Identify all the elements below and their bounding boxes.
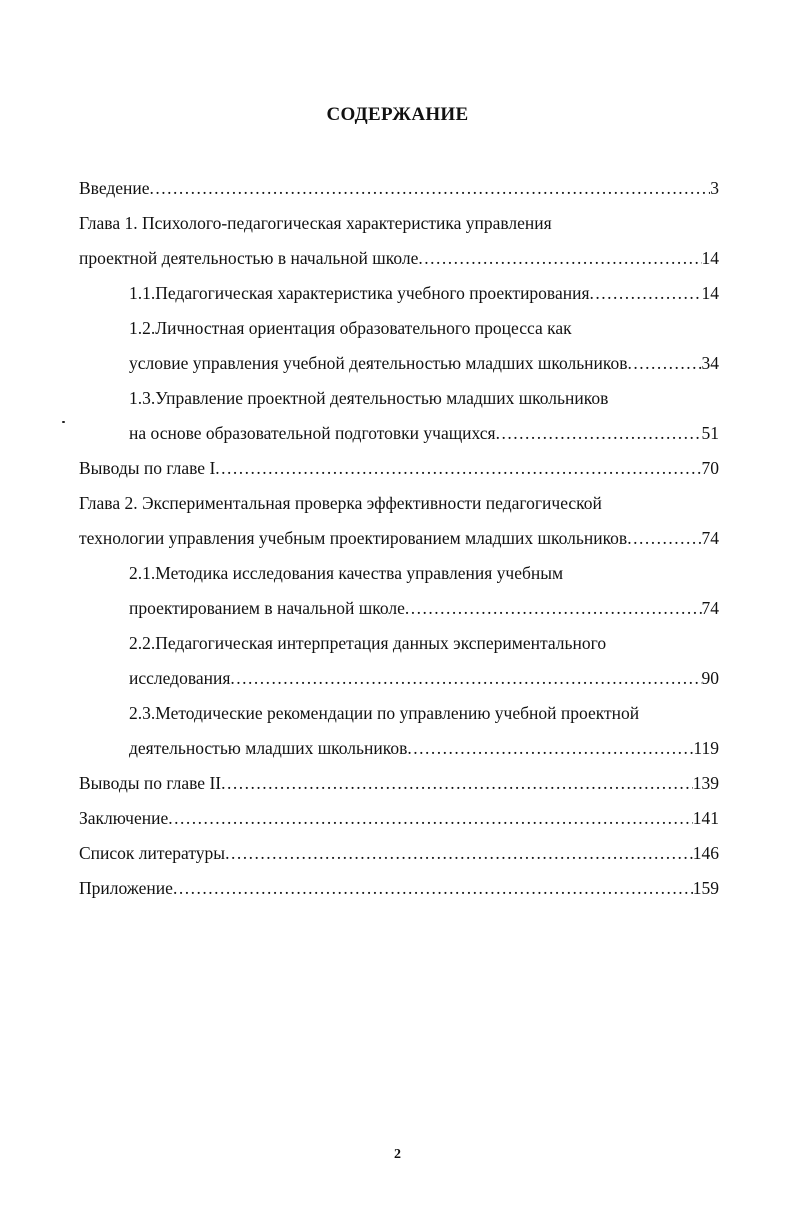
page-number: 2 — [394, 1147, 401, 1162]
toc-entry-text: Глава 2. Экспериментальная проверка эффективности педагогической — [79, 493, 602, 513]
toc-entry-chapter-1-line-1 — [79, 206, 719, 241]
toc-entry-section-2-1-line-1 — [79, 556, 719, 591]
toc-entry-page: 14 — [701, 248, 719, 268]
toc-entry-text: исследования — [129, 668, 231, 688]
toc-entry-text: на основе образовательной подготовки учащихся — [129, 423, 496, 443]
toc-entry-text: Выводы по главе II — [79, 773, 222, 793]
dot-leader — [496, 416, 702, 451]
dot-leader — [628, 346, 702, 381]
toc-entry-page: 51 — [701, 423, 719, 443]
dot-leader — [407, 731, 693, 766]
toc-entry-text: Приложение — [79, 878, 173, 898]
toc-entry-text: деятельностью младших школьников — [129, 738, 408, 758]
toc-entry-page: 90 — [701, 668, 719, 688]
toc-entry-page: 119 — [693, 738, 719, 758]
toc-entry-section-2-2-line-2 — [79, 661, 719, 696]
page-title: СОДЕРЖАНИЕ — [326, 104, 469, 125]
toc-entry-section-1-2-line-1 — [79, 311, 719, 346]
dot-leader — [627, 521, 701, 556]
toc-entry-text: 1.2.Личностная ориентация образовательного процесса как — [129, 318, 572, 338]
toc-entry-text: Заключение — [79, 808, 169, 828]
toc-entry-text: Введение — [79, 178, 150, 198]
toc-entry-appendix — [79, 871, 719, 906]
dot-leader — [230, 661, 701, 696]
dot-leader — [168, 801, 693, 836]
toc-entry-page: 70 — [701, 458, 719, 478]
dot-leader — [173, 871, 693, 906]
toc-entry-text: проектированием в начальной школе — [129, 598, 405, 618]
dot-leader — [150, 171, 711, 206]
toc-entry-chapter-1-line-2 — [79, 241, 719, 276]
toc-entry-page: 146 — [692, 843, 719, 863]
dot-leader — [590, 276, 702, 311]
toc-entry-text: Выводы по главе I — [79, 458, 216, 478]
toc-entry-conclusions-chapter-2 — [79, 766, 719, 801]
toc-entry-text: 2.3.Методические рекомендации по управлению учебной проектной — [129, 703, 640, 723]
toc-entry-section-2-1-line-2 — [79, 591, 719, 626]
toc-entry-text: Глава 1. Психолого-педагогическая характеристика управления — [79, 213, 552, 233]
toc-entry-section-1-3-line-1 — [79, 381, 719, 416]
dot-leader — [221, 766, 693, 801]
toc-entry-page: 141 — [692, 808, 719, 828]
toc-entry-section-1-2-line-2 — [79, 346, 719, 381]
toc-entry-text: 1.1.Педагогическая характеристика учебного проектирования — [129, 283, 590, 303]
dot-leader — [215, 451, 701, 486]
toc-entry-page: 34 — [701, 353, 719, 373]
table-of-contents — [79, 171, 719, 906]
toc-entry-text: Список литературы — [79, 843, 226, 863]
toc-entry-section-2-2-line-1 — [79, 626, 719, 661]
toc-entry-section-2-3-line-2 — [79, 731, 719, 766]
toc-entry-page: 74 — [701, 528, 719, 548]
toc-entry-text: 2.2.Педагогическая интерпретация данных экспериментального — [129, 633, 607, 653]
dot-leader — [225, 836, 693, 871]
toc-entry-chapter-2-line-2 — [79, 521, 719, 556]
dot-leader — [418, 241, 701, 276]
toc-entry-page: 3 — [710, 178, 719, 198]
toc-entry-chapter-2-line-1 — [79, 486, 719, 521]
toc-entry-text: 1.3.Управление проектной деятельностью младших школьников — [129, 388, 609, 408]
toc-entry-text: условие управления учебной деятельностью младших школьников — [129, 353, 628, 373]
toc-entry-bibliography — [79, 836, 719, 871]
toc-entry-text: 2.1.Методика исследования качества управления учебным — [129, 563, 564, 583]
toc-entry-conclusions-chapter-1 — [79, 451, 719, 486]
toc-entry-text: проектной деятельностью в начальной школе — [79, 248, 419, 268]
scan-artifact — [62, 421, 65, 423]
toc-entry-section-2-3-line-1 — [79, 696, 719, 731]
toc-entry-section-1-1 — [79, 276, 719, 311]
toc-entry-page: 74 — [701, 598, 719, 618]
toc-entry-conclusion — [79, 801, 719, 836]
dot-leader — [405, 591, 702, 626]
toc-entry-page: 14 — [701, 283, 719, 303]
toc-entry-introduction — [79, 171, 719, 206]
toc-entry-page: 159 — [692, 878, 719, 898]
toc-entry-text: технологии управления учебным проектированием младших школьников — [79, 528, 628, 548]
toc-entry-section-1-3-line-2 — [79, 416, 719, 451]
toc-entry-page: 139 — [692, 773, 719, 793]
